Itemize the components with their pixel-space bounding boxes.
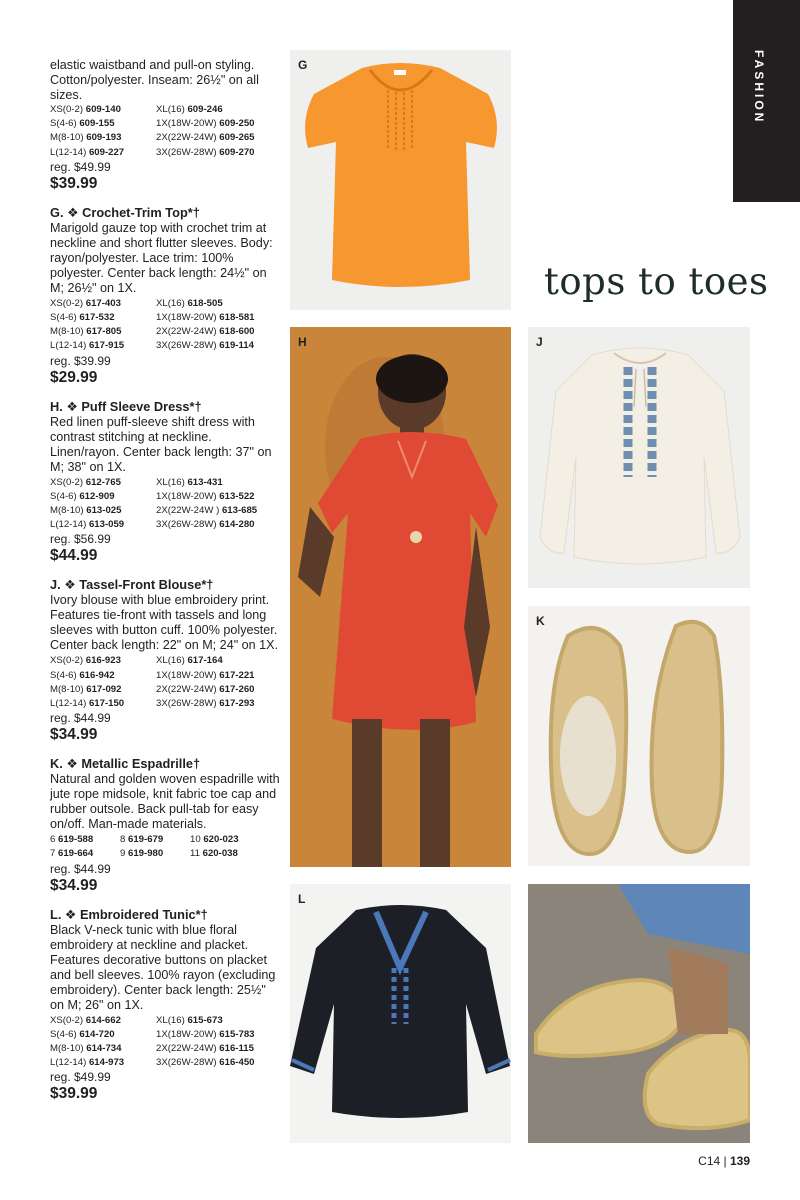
- sku-cell: 11 620-038: [190, 848, 238, 860]
- sku-grid: [50, 1014, 282, 1071]
- sku-cell: XL(16) 615-673: [156, 1014, 223, 1026]
- photo-j: [528, 327, 750, 588]
- ivory-blouse-photo-icon: [528, 327, 750, 588]
- espadrille-pair-photo-icon: [528, 606, 750, 866]
- sku-cell: XS(0-2) 612-765: [50, 476, 121, 488]
- red-dress-model-photo-icon: [290, 327, 511, 867]
- sku-cell: M(8-10) 614-734: [50, 1043, 122, 1055]
- section-tab: [733, 0, 800, 202]
- product-description: Ivory blouse with blue embroidery print. Features tie-front with tassels and long sleeves with button cuff. 100% polyester. Center back length: 22" on M; 24" on 1X.: [50, 593, 279, 653]
- intro-sku-grid: [50, 103, 282, 160]
- sku-cell: 2X(22W-24W) 609-265: [156, 132, 255, 144]
- sku-cell: 3X(26W-28W) 614-280: [156, 519, 255, 531]
- sku-cell: XS(0-2) 617-403: [50, 297, 121, 309]
- sku-cell: 10 620-023: [190, 834, 239, 846]
- product-k: [50, 756, 282, 894]
- sale-price: $34.99: [50, 726, 98, 744]
- sku-cell: L(12-14) 614-973: [50, 1057, 125, 1069]
- photo-letter: H: [298, 335, 307, 349]
- product-title: L. ❖ Embroidered Tunic*†: [50, 906, 208, 922]
- sku-cell: 7 619-664: [50, 848, 94, 860]
- photo-g: [290, 50, 511, 310]
- sale-price: $39.99: [50, 1085, 98, 1103]
- photo-k: [528, 606, 750, 866]
- sku-grid: [50, 654, 282, 711]
- sale-price: $44.99: [50, 547, 98, 565]
- sku-cell: M(8-10) 617-805: [50, 326, 122, 338]
- sku-cell: 1X(18W-20W) 615-783: [156, 1028, 255, 1040]
- product-description: Red linen puff-sleeve shift dress with contrast stitching at neckline. Linen/rayon. Center back length: 37" on M; 38" on 1X.: [50, 414, 272, 474]
- product-l: [50, 907, 282, 1104]
- sku-cell: 1X(18W-20W) 617-221: [156, 669, 255, 681]
- orange-crochet-top-photo-icon: [290, 50, 511, 310]
- sku-cell: S(4-6) 617-532: [50, 312, 115, 324]
- sku-cell: 3X(26W-28W) 617-293: [156, 698, 255, 710]
- photo-letter: J: [536, 335, 543, 349]
- product-g: [50, 205, 282, 387]
- espadrilles-worn-photo-icon: [528, 884, 750, 1143]
- sku-cell: 3X(26W-28W) 619-114: [156, 340, 254, 352]
- sku-cell: XL(16) 609-246: [156, 104, 223, 115]
- page-number: 139: [729, 1154, 750, 1168]
- folio-section: C14: [698, 1154, 721, 1168]
- product-h: [50, 399, 282, 566]
- sku-cell: 8 619-679: [120, 834, 164, 846]
- sku-cell: L(12-14) 609-227: [50, 146, 125, 158]
- regular-price: reg. $44.99: [50, 711, 111, 726]
- photo-letter: G: [298, 58, 308, 72]
- copy-column: [50, 58, 282, 1115]
- sku-cell: S(4-6) 609-155: [50, 118, 115, 130]
- sale-price: $29.99: [50, 368, 98, 386]
- product-j: [50, 577, 282, 744]
- sku-cell: XL(16) 618-505: [156, 297, 223, 309]
- photo-h: [290, 327, 511, 867]
- sku-grid: [50, 833, 282, 861]
- page-folio: C14 | 139: [698, 1154, 750, 1168]
- sku-cell: 2X(22W-24W) 618-600: [156, 326, 255, 338]
- sku-cell: M(8-10) 613-025: [50, 505, 122, 517]
- sku-cell: 2X(22W-24W) 616-115: [156, 1043, 254, 1055]
- regular-price: reg. $39.99: [50, 353, 111, 368]
- sku-cell: M(8-10) 609-193: [50, 132, 122, 144]
- intro-product-block: [50, 58, 282, 193]
- sku-cell: 1X(18W-20W) 613-522: [156, 490, 255, 502]
- product-description: Marigold gauze top with crochet trim at neckline and short flutter sleeves. Body: rayon/polyester. Lace trim: 100% polyester. Center back length: 24½" on M; 26½" on 1X.: [50, 220, 273, 295]
- sku-cell: L(12-14) 617-915: [50, 340, 125, 352]
- sku-cell: 2X(22W-24W ) 613-685: [156, 505, 258, 517]
- photo-letter: K: [536, 614, 545, 628]
- sku-cell: M(8-10) 617-092: [50, 683, 122, 695]
- sku-cell: XS(0-2) 609-140: [50, 104, 121, 115]
- regular-price: reg. $44.99: [50, 861, 111, 876]
- sku-cell: S(4-6) 616-942: [50, 669, 115, 681]
- product-title: J. ❖ Tassel-Front Blouse*†: [50, 577, 214, 593]
- sku-cell: 2X(22W-24W) 617-260: [156, 683, 255, 695]
- regular-price: reg. $49.99: [50, 1070, 111, 1085]
- black-tunic-photo-icon: [290, 884, 511, 1143]
- product-title: G. ❖ Crochet-Trim Top*†: [50, 204, 200, 220]
- photo-l: [290, 884, 511, 1143]
- sku-cell: S(4-6) 614-720: [50, 1028, 115, 1040]
- page-headline: tops to toes: [544, 260, 769, 303]
- sku-cell: 3X(26W-28W) 616-450: [156, 1057, 255, 1069]
- sku-cell: L(12-14) 613-059: [50, 519, 125, 531]
- product-title: K. ❖ Metallic Espadrille†: [50, 756, 201, 772]
- section-tab-label: FASHION: [752, 50, 766, 125]
- regular-price: reg. $49.99: [50, 159, 111, 174]
- regular-price: reg. $56.99: [50, 532, 111, 547]
- product-description: Black V-neck tunic with blue floral embroidery at neckline and placket. Features decorative buttons on placket and bell sleeves. 100% rayon (excluding embroidery). Center back length: 25½" on M; 26" on 1X.: [50, 922, 276, 1012]
- sku-cell: 1X(18W-20W) 618-581: [156, 312, 255, 324]
- sku-cell: L(12-14) 617-150: [50, 698, 125, 710]
- sku-cell: 3X(26W-28W) 609-270: [156, 146, 255, 158]
- sku-cell: XS(0-2) 614-662: [50, 1014, 121, 1026]
- sku-cell: 9 619-980: [120, 848, 164, 860]
- sale-price: $34.99: [50, 876, 98, 894]
- sku-cell: XS(0-2) 616-923: [50, 655, 121, 667]
- sku-cell: XL(16) 613-431: [156, 476, 223, 488]
- photo-letter: L: [298, 892, 306, 906]
- product-description: Natural and golden woven espadrille with jute rope midsole, knit fabric toe cap and rubber outsole. Back pull-tab for easy on/off. Man-made materials.: [50, 772, 280, 832]
- product-title: H. ❖ Puff Sleeve Dress*†: [50, 398, 202, 414]
- photo-k-worn: [528, 884, 750, 1143]
- sku-cell: 6 619-588: [50, 834, 94, 846]
- sku-cell: 1X(18W-20W) 609-250: [156, 118, 255, 130]
- intro-description: elastic waistband and pull-on styling. Cotton/polyester. Inseam: 26½" on all sizes.: [50, 58, 259, 102]
- sku-cell: XL(16) 617-164: [156, 655, 223, 667]
- sku-grid: [50, 476, 282, 533]
- sku-cell: S(4-6) 612-909: [50, 490, 115, 502]
- sku-grid: [50, 297, 282, 354]
- sale-price: $39.99: [50, 174, 98, 192]
